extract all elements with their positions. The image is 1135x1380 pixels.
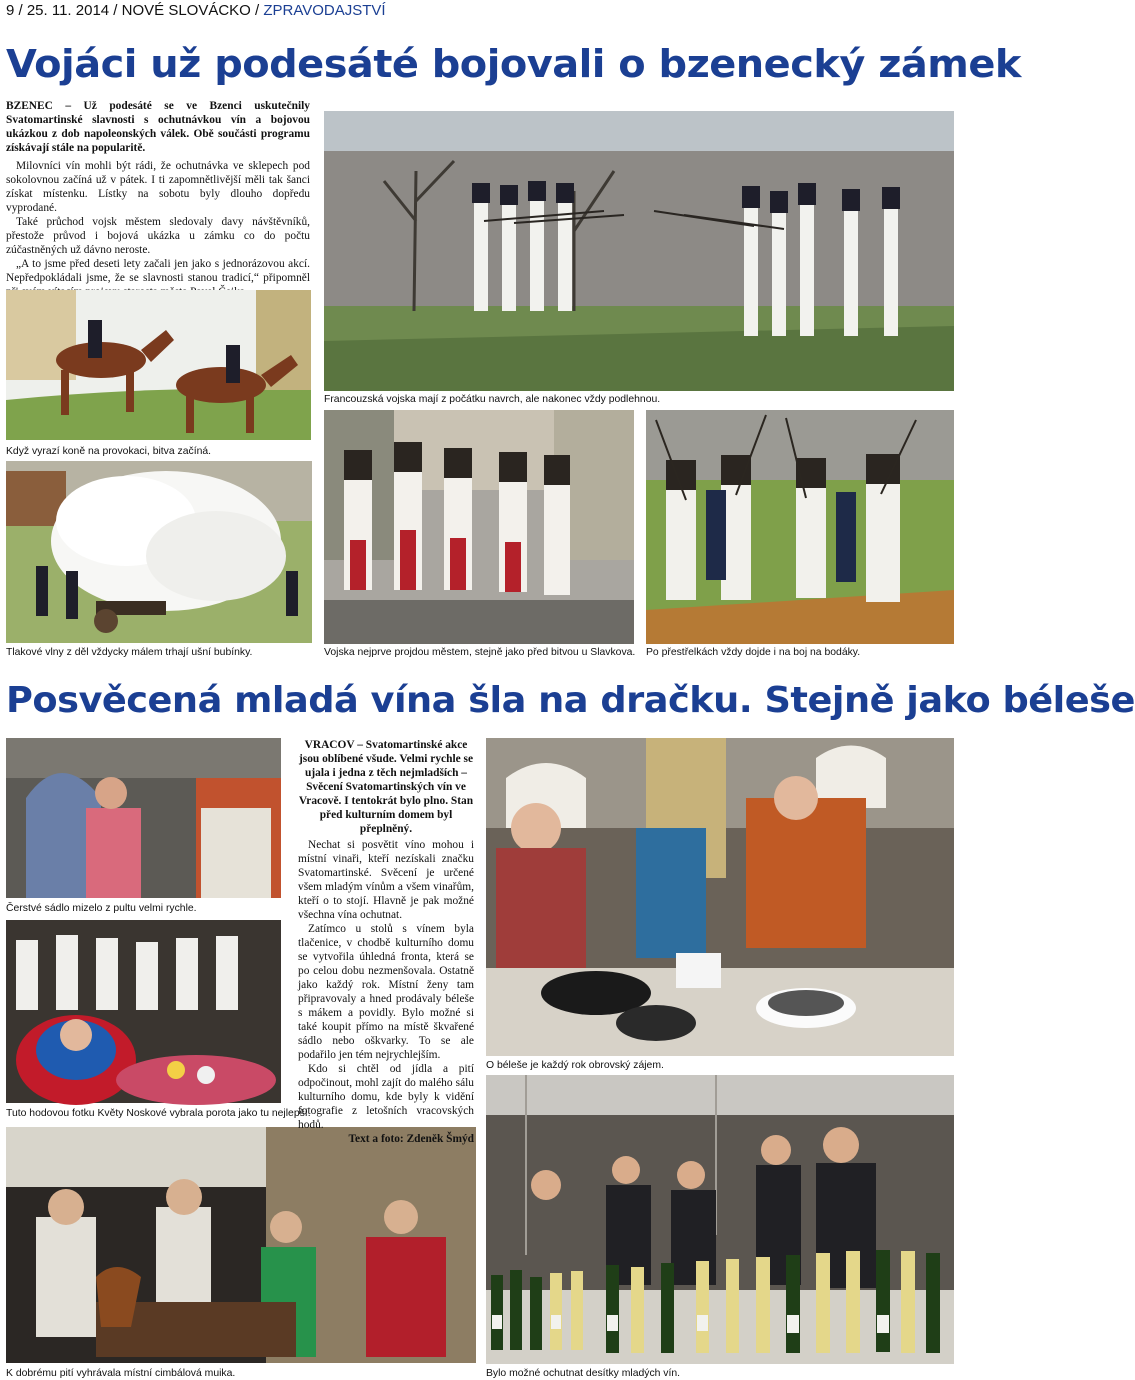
caption-belese: O béleše je každý rok obrovský zájem. bbox=[486, 1060, 664, 1071]
section-label: ZPRAVODAJSTVÍ bbox=[263, 2, 386, 19]
article-2-byline: Text a foto: Zdeněk Šmýd bbox=[348, 1133, 474, 1145]
photo-soldiers-firing-line bbox=[324, 111, 954, 391]
caption-soldiers-firing-line: Francouzská vojska mají z počátku navrch, ale nakonec vždy podlehnou. bbox=[324, 394, 661, 405]
photo-bayonet-fight bbox=[646, 410, 954, 644]
article-1-lead: BZENEC – Už podesáté se ve Bzenci uskutečnily Svatomartinské slavnosti s ochutnávkou vín a bojovou ukázkou z dob napoleonských válek. Obě součásti programu získávají stále na popularitě. bbox=[6, 100, 310, 154]
caption-wines: Bylo možné ochutnat desítky mladých vín. bbox=[486, 1368, 681, 1379]
caption-cannon: Tlakové vlny z děl vždycky málem trhají ušní bubínky. bbox=[6, 647, 253, 658]
caption-march: Vojska nejprve projdou městem, stejně jako před bitvou u Slavkova. bbox=[324, 647, 636, 658]
article-2-body bbox=[298, 738, 474, 1146]
photo-cannon-smoke bbox=[6, 461, 312, 643]
caption-bayonets: Po přestřelkách vždy dojde i na boj na bodáky. bbox=[646, 647, 861, 658]
article-1-paragraph: Také průchod vojsk městem sledovaly davy návštěvníků, přestože průvod i bojová ukázka u zámku co do počtu zúčastněných už dávno neroste. bbox=[6, 216, 310, 256]
article-2-paragraph: Nechat si posvětit víno mohou i místní vinaři, kteří nezískali značku Svatomartinské. Svěcení je určené všem mladým vínům a všem vinařům, kteří o to stojí. Hlavně je pak možné všechna vína ochutnat. bbox=[298, 839, 474, 921]
photo-folk-costume bbox=[6, 920, 281, 1103]
caption-horses: Když vyrazí koně na provokaci, bitva začíná. bbox=[6, 446, 212, 457]
photo-lard-counter bbox=[6, 738, 281, 898]
article-1-quote: „A to jsme před deseti lety začali jen jako s jednorázovou akcí. Nepředpokládali jsme, že se slavnosti stanou tradicí,“ připomněl bbox=[6, 258, 310, 284]
article-1-headline: Vojáci už podesáté bojovali o bzenecký zámek bbox=[6, 42, 1021, 86]
article-2-paragraph: Kdo si chtěl od jídla a pití odpočinout, mohl zajít do malého sálu kulturního domu, kde byly k vidění fotografie z letošních vracovských hodů. bbox=[298, 1063, 474, 1131]
page-header bbox=[6, 2, 386, 19]
article-2-lead: VRACOV – Svatomartinské akce jsou oblíbené všude. Velmi rychle se ujala i jedna z těch nejmladších – Svěcení Svatomartinských vín ve Vracově. I tentokrát bylo plno. Stan před kulturním domem byl přeplněný. bbox=[298, 739, 474, 835]
caption-cimbal: K dobrému pití vyhrávala místní cimbálová muika. bbox=[6, 1368, 236, 1379]
photo-belese-making bbox=[486, 738, 954, 1056]
article-2-headline: Posvěcená mladá vína šla na dračku. Stejně jako béleše bbox=[6, 680, 1135, 721]
article-1-paragraph: Milovníci vín mohli být rádi, že ochutnávka ve sklepech pod sokolovnou začíná už v pátek. I ti zapomnětlivější měli tak šanci získat místenku. Lístky na sobotu byly dlouho dopředu vyprodané. bbox=[6, 160, 310, 214]
page-info: 9 / 25. 11. 2014 / NOVÉ SLOVÁCKO / bbox=[6, 2, 260, 19]
photo-cimbal-band bbox=[6, 1127, 476, 1363]
article-2-paragraph: Zatímco u stolů s vínem byla tlačenice, v chodbě kulturního domu se vytvořila úhledná fronta, která se po celou dobu nezmenšovala. Ostatně jako každý rok. Místní ženy tam připravovaly a hned prodávaly béleše s mákem a povidly. Bylo možné si také koupit přímo na místě škvařené sádlo nebo oškvarky. To se ale podařilo jen tém nejrychlejším. bbox=[298, 923, 474, 1061]
photo-soldiers-march bbox=[324, 410, 634, 644]
photo-horses bbox=[6, 290, 311, 440]
photo-wine-bottles bbox=[486, 1075, 954, 1364]
article-1-body bbox=[6, 99, 310, 313]
caption-lard: Čerstvé sádlo mizelo z pultu velmi rychle. bbox=[6, 903, 197, 914]
caption-costume: Tuto hodovou fotku Květy Noskové vybrala porota jako tu nejlepší. bbox=[6, 1108, 311, 1119]
